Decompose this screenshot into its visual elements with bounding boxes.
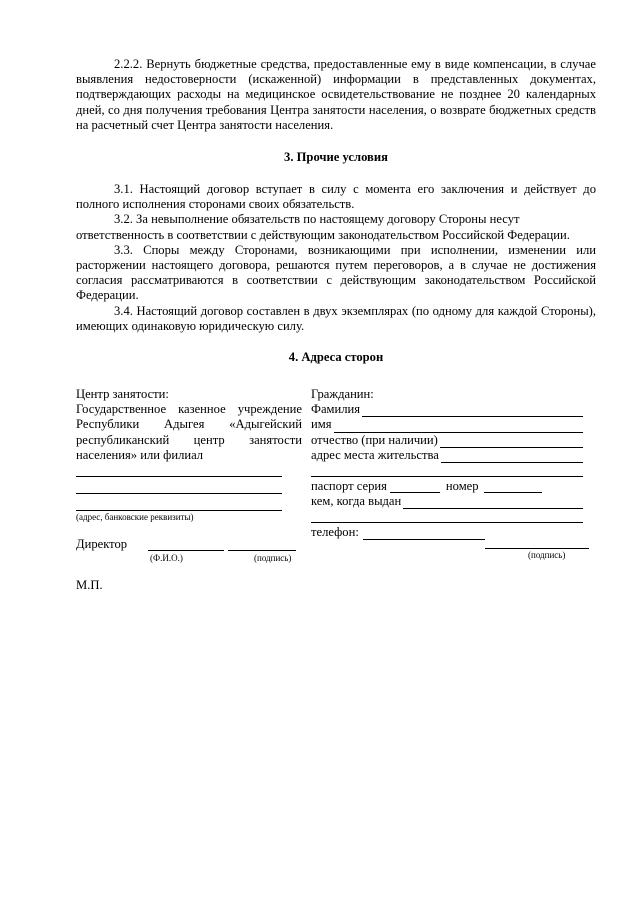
citizen-heading: Гражданин: [311, 387, 374, 401]
director-row [76, 537, 302, 553]
passport-series-field[interactable] [390, 492, 440, 493]
paragraph-2-2-2: 2.2.2. Вернуть бюджетные средства, предоставленные ему в виде компенсации, в случае выявления недостоверности (искаженной) информации в представленных документах, подтверждающих расходы на медицинское освидетельствование не позднее 20 календарных дней, со дня получения требования Центра занятости населения, о возврате бюджетных средств на расчетный счет Центра занятости населения. [76, 57, 596, 132]
passport-row [311, 479, 583, 494]
residence-label: адрес места жительства [311, 447, 439, 462]
director-signature-line [228, 550, 296, 551]
passport-number-field[interactable] [484, 492, 542, 493]
paragraph-3-1: 3.1. Настоящий договор вступает в силу с момента его заключения и действует до полного исполнения сторонами своих обязательств. [76, 182, 596, 212]
citizen-signature-line[interactable] [485, 548, 589, 549]
director-fio-line [148, 550, 224, 551]
phone-field[interactable] [311, 525, 583, 540]
employment-center-org: Государственное казенное учреждение Республики Адыгея «Адыгейский республиканский центр занятости населения» или филиал [76, 402, 302, 462]
director-signature-caption: (подпись) [254, 553, 292, 564]
name-label: имя [311, 417, 332, 432]
section-3-body [76, 182, 596, 334]
paragraph-3-3: 3.3. Споры между Сторонами, возникающими при исполнении, изменении или расторжении настоящего договора, решаются путем переговоров, а в случае не достижения согласия рассматриваются в соответствии с действующим законодательством Российской Федерации. [76, 242, 596, 303]
residence-field[interactable] [311, 448, 583, 463]
passport-series-label: паспорт серия [311, 478, 387, 493]
residence-line-2 [311, 476, 583, 477]
employment-center-heading: Центр занятости: [76, 387, 169, 401]
section-3-title: 3. Прочие условия [284, 150, 388, 165]
passport-number-label: номер [445, 478, 479, 493]
patronymic-label: отчество (при наличии) [311, 432, 438, 447]
address-caption: (адрес, банковские реквизиты) [76, 512, 194, 523]
address-line-2 [76, 493, 282, 494]
surname-field[interactable] [311, 402, 583, 417]
citizen-signature-row [311, 541, 583, 561]
stamp-label: М.П. [76, 578, 103, 593]
phone-label: телефон: [311, 525, 359, 540]
section-4-title: 4. Адреса сторон [288, 350, 384, 365]
issued-field[interactable] [311, 494, 583, 509]
issued-line-2 [311, 522, 583, 523]
address-line-1 [76, 476, 282, 477]
surname-label: Фамилия [311, 402, 361, 417]
address-line-3 [76, 510, 282, 511]
employment-center-block [76, 387, 302, 593]
issued-label: кем, когда выдан [311, 494, 402, 509]
patronymic-field[interactable] [311, 433, 583, 448]
director-label: Директор [76, 537, 128, 552]
name-field[interactable] [311, 417, 583, 432]
document-body [76, 57, 596, 365]
citizen-signature-caption: (подпись) [528, 549, 566, 560]
paragraph-3-2: 3.2. За невыполнение обязательств по настоящему договору Стороны несут ответственность в соответствии с действующим законодательством Российской Федерации. [76, 212, 570, 242]
paragraph-3-4: 3.4. Настоящий договор составлен в двух экземплярах (по одному для каждой Стороны), имеющих одинаковую юридическую силу. [76, 303, 596, 333]
fio-caption: (Ф.И.О.) [150, 553, 183, 564]
citizen-block [311, 387, 583, 561]
